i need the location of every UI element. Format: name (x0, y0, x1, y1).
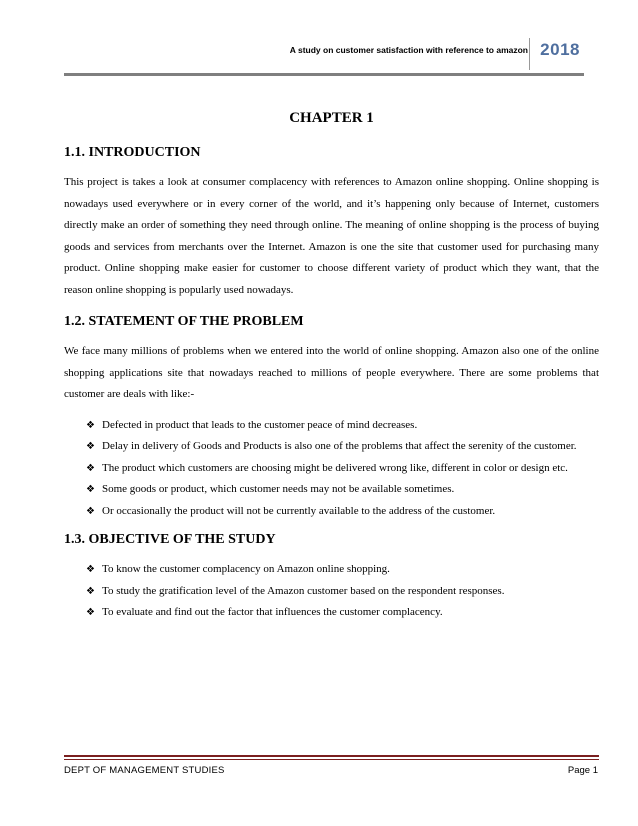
diamond-bullet-icon: ❖ (86, 585, 95, 597)
header-year: 2018 (540, 40, 580, 59)
list-item (86, 479, 599, 501)
page-body (64, 110, 599, 634)
objective-list (64, 559, 599, 624)
list-item-text: Or occasionally the product will not be currently available to the address of the customer. (102, 504, 496, 517)
list-item-text: To know the customer complacency on Amazon online shopping. (102, 563, 390, 575)
page-header (64, 30, 584, 76)
chapter-title: CHAPTER 1 (289, 110, 374, 126)
list-item (86, 559, 599, 581)
section-heading-introduction: 1.1. INTRODUCTION (64, 145, 201, 160)
problem-statement-paragraph: We face many millions of problems when we entered into the world of online shopping. Amazon also one of the online shopping applications site that nowadays reached to millions of people everywhere. There are some problems that customer are deals with like:- (64, 345, 599, 400)
section-heading-objective: 1.3. OBJECTIVE OF THE STUDY (64, 532, 276, 547)
list-item (86, 458, 599, 480)
list-item (86, 581, 599, 603)
list-item (86, 415, 599, 437)
section-heading-statement-of-problem: 1.2. STATEMENT OF THE PROBLEM (64, 314, 304, 329)
diamond-bullet-icon: ❖ (86, 484, 95, 495)
diamond-bullet-icon: ❖ (86, 505, 95, 517)
list-item-text: Some goods or product, which customer needs may not be available sometimes. (102, 483, 455, 495)
header-title: A study on customer satisfaction with reference to amazon (289, 45, 528, 55)
list-item-text: Delay in delivery of Goods and Products is also one of the problems that affect the serenity of the customer. (102, 440, 577, 452)
introduction-paragraph: This project is takes a look at consumer complacency with references to Amazon online shopping. Online shopping is nowadays used everywhere or in every corner of the world, and it’s happening only because of Internet, customers directly make an order of something they need through online. The meaning of online shopping is the process of buying goods and services from merchants over the Internet. Amazon is one the site that customer used for purchasing many product. Online shopping make easier for customer to choose different variety of product which they want, that the reason online shopping is popularly used nowadays. (64, 176, 599, 296)
problem-list (64, 415, 599, 523)
diamond-bullet-icon: ❖ (86, 441, 95, 452)
footer-page-number: Page 1 (567, 765, 598, 776)
diamond-bullet-icon: ❖ (86, 462, 95, 474)
footer-rule (64, 755, 599, 757)
list-item (86, 436, 599, 458)
list-item-text: To evaluate and find out the factor that influences the customer complacency. (102, 606, 443, 618)
diamond-bullet-icon: ❖ (86, 419, 95, 431)
list-item-text: Defected in product that leads to the customer peace of mind decreases. (102, 418, 418, 431)
diamond-bullet-icon: ❖ (86, 564, 95, 575)
list-item (86, 501, 599, 523)
list-item (86, 602, 599, 624)
header-rule (64, 73, 584, 76)
footer-rule-thin (64, 759, 599, 760)
footer-department: DEPT OF MANAGEMENT STUDIES (64, 765, 225, 776)
diamond-bullet-icon: ❖ (86, 607, 95, 618)
header-divider (529, 38, 530, 70)
list-item-text: The product which customers are choosing might be delivered wrong like, different in color or design etc. (102, 461, 568, 474)
list-item-text: To study the gratification level of the Amazon customer based on the respondent responses. (102, 584, 505, 597)
